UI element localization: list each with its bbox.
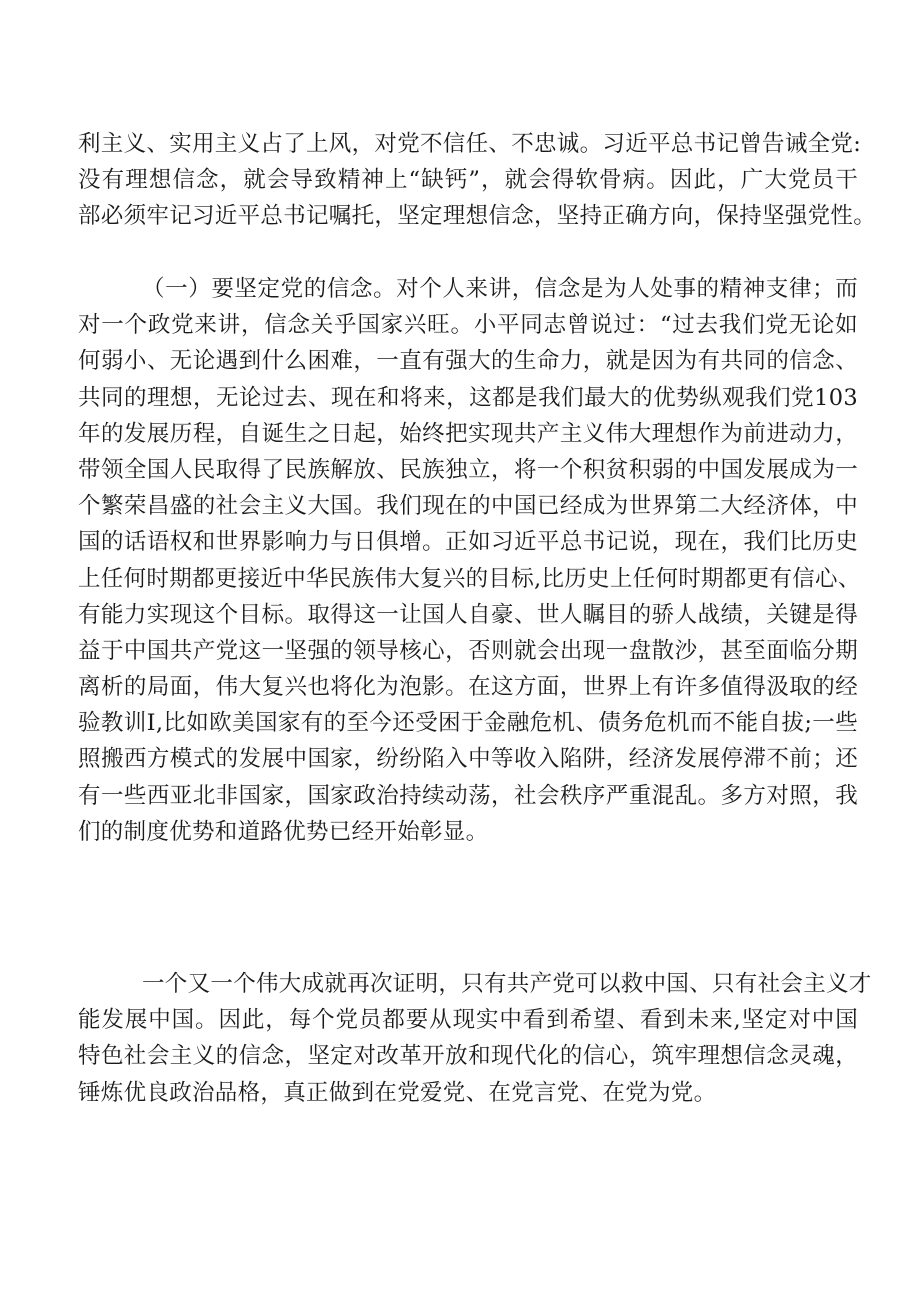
paragraph-line: 没有理想信念，就会导致精神上“缺钙”，就会得软骨病。因此，广大党员干	[78, 167, 858, 194]
paragraph-line: 共同的理想，无论过去、现在和将来，这都是我们最大的优势纵观我们党103	[78, 384, 858, 411]
paragraph-line: 益于中国共产党这一坚强的领导核心，否则就会出现一盘散沙，甚至面临分期	[78, 637, 858, 664]
paragraph-line: 验教训I,比如欧美国家有的至今还受困于金融危机、债务危机而不能自拔;一些	[78, 710, 858, 737]
paragraph-line: 年的发展历程，自诞生之日起，始终把实现共产主义伟大理想作为前进动力，	[78, 420, 858, 447]
paragraph-line: 利主义、实用主义占了上风，对党不信任、不忠诚。习近平总书记曾告诫全党:	[78, 131, 862, 157]
paragraph-line: 上任何时期都更接近中华民族伟大复兴的目标,比历史上任何时期都更有信心、	[78, 565, 861, 592]
paragraph-line: 离析的局面，伟大复兴也将化为泡影。在这方面，世界上有许多值得汲取的经	[78, 674, 858, 701]
paragraph-line: 何弱小、无论遇到什么困难，一直有强大的生命力，就是因为有共同的信念、	[78, 348, 858, 375]
paragraph-line: 有能力实现这个目标。取得这一让国人自豪、世人瞩目的骄人战绩，关键是得	[78, 601, 858, 628]
paragraph-line: 一个又一个伟大成就再次证明，只有共产党可以救中国、只有社会主义才	[142, 971, 872, 997]
paragraph-line: 照搬西方模式的发展中国家，纷纷陷入中等收入陷阱，经济发展停滞不前；还	[78, 746, 858, 773]
paragraph-line: 带领全国人民取得了民族解放、民族独立，将一个积贫积弱的中国发展成为一	[78, 456, 858, 483]
paragraph-3-achievements	[78, 966, 872, 1111]
paragraph-line: 有一些西亚北非国家，国家政治持续动荡，社会秩序严重混乱。多方对照，我	[78, 782, 858, 809]
paragraph-line: 们的制度优势和道路优势已经开始彰显。	[78, 818, 489, 845]
paragraph-line: 对一个政党来讲，信念关乎国家兴旺。小平同志曾说过：“过去我们党无论如	[78, 312, 858, 339]
paragraph-line: 国的话语权和世界影响力与日俱增。正如习近平总书记说，现在，我们比历史	[78, 529, 858, 556]
paragraph-line: （一）要坚定党的信念。对个人来讲，信念是为人处事的精神支律；而	[142, 276, 858, 302]
paragraph-1	[78, 126, 877, 235]
paragraph-line: 锤炼优良政治品格，真正做到在党爱党、在党言党、在党为党。	[78, 1079, 717, 1106]
paragraph-line: 能发展中国。因此，每个党员都要从现实中看到希望、看到未来,坚定对中国	[78, 1007, 858, 1034]
paragraph-2-party-belief	[78, 271, 861, 850]
paragraph-line: 特色社会主义的信念，坚定对改革开放和现代化的信心，筑牢理想信念灵魂，	[78, 1043, 858, 1070]
paragraph-line: 部必须牢记习近平总书记嘱托，坚定理想信念，坚持正确方向，保持坚强党性。	[78, 203, 877, 230]
paragraph-line: 个繁荣昌盛的社会主义大国。我们现在的中国已经成为世界第二大经济体，中	[78, 493, 858, 520]
